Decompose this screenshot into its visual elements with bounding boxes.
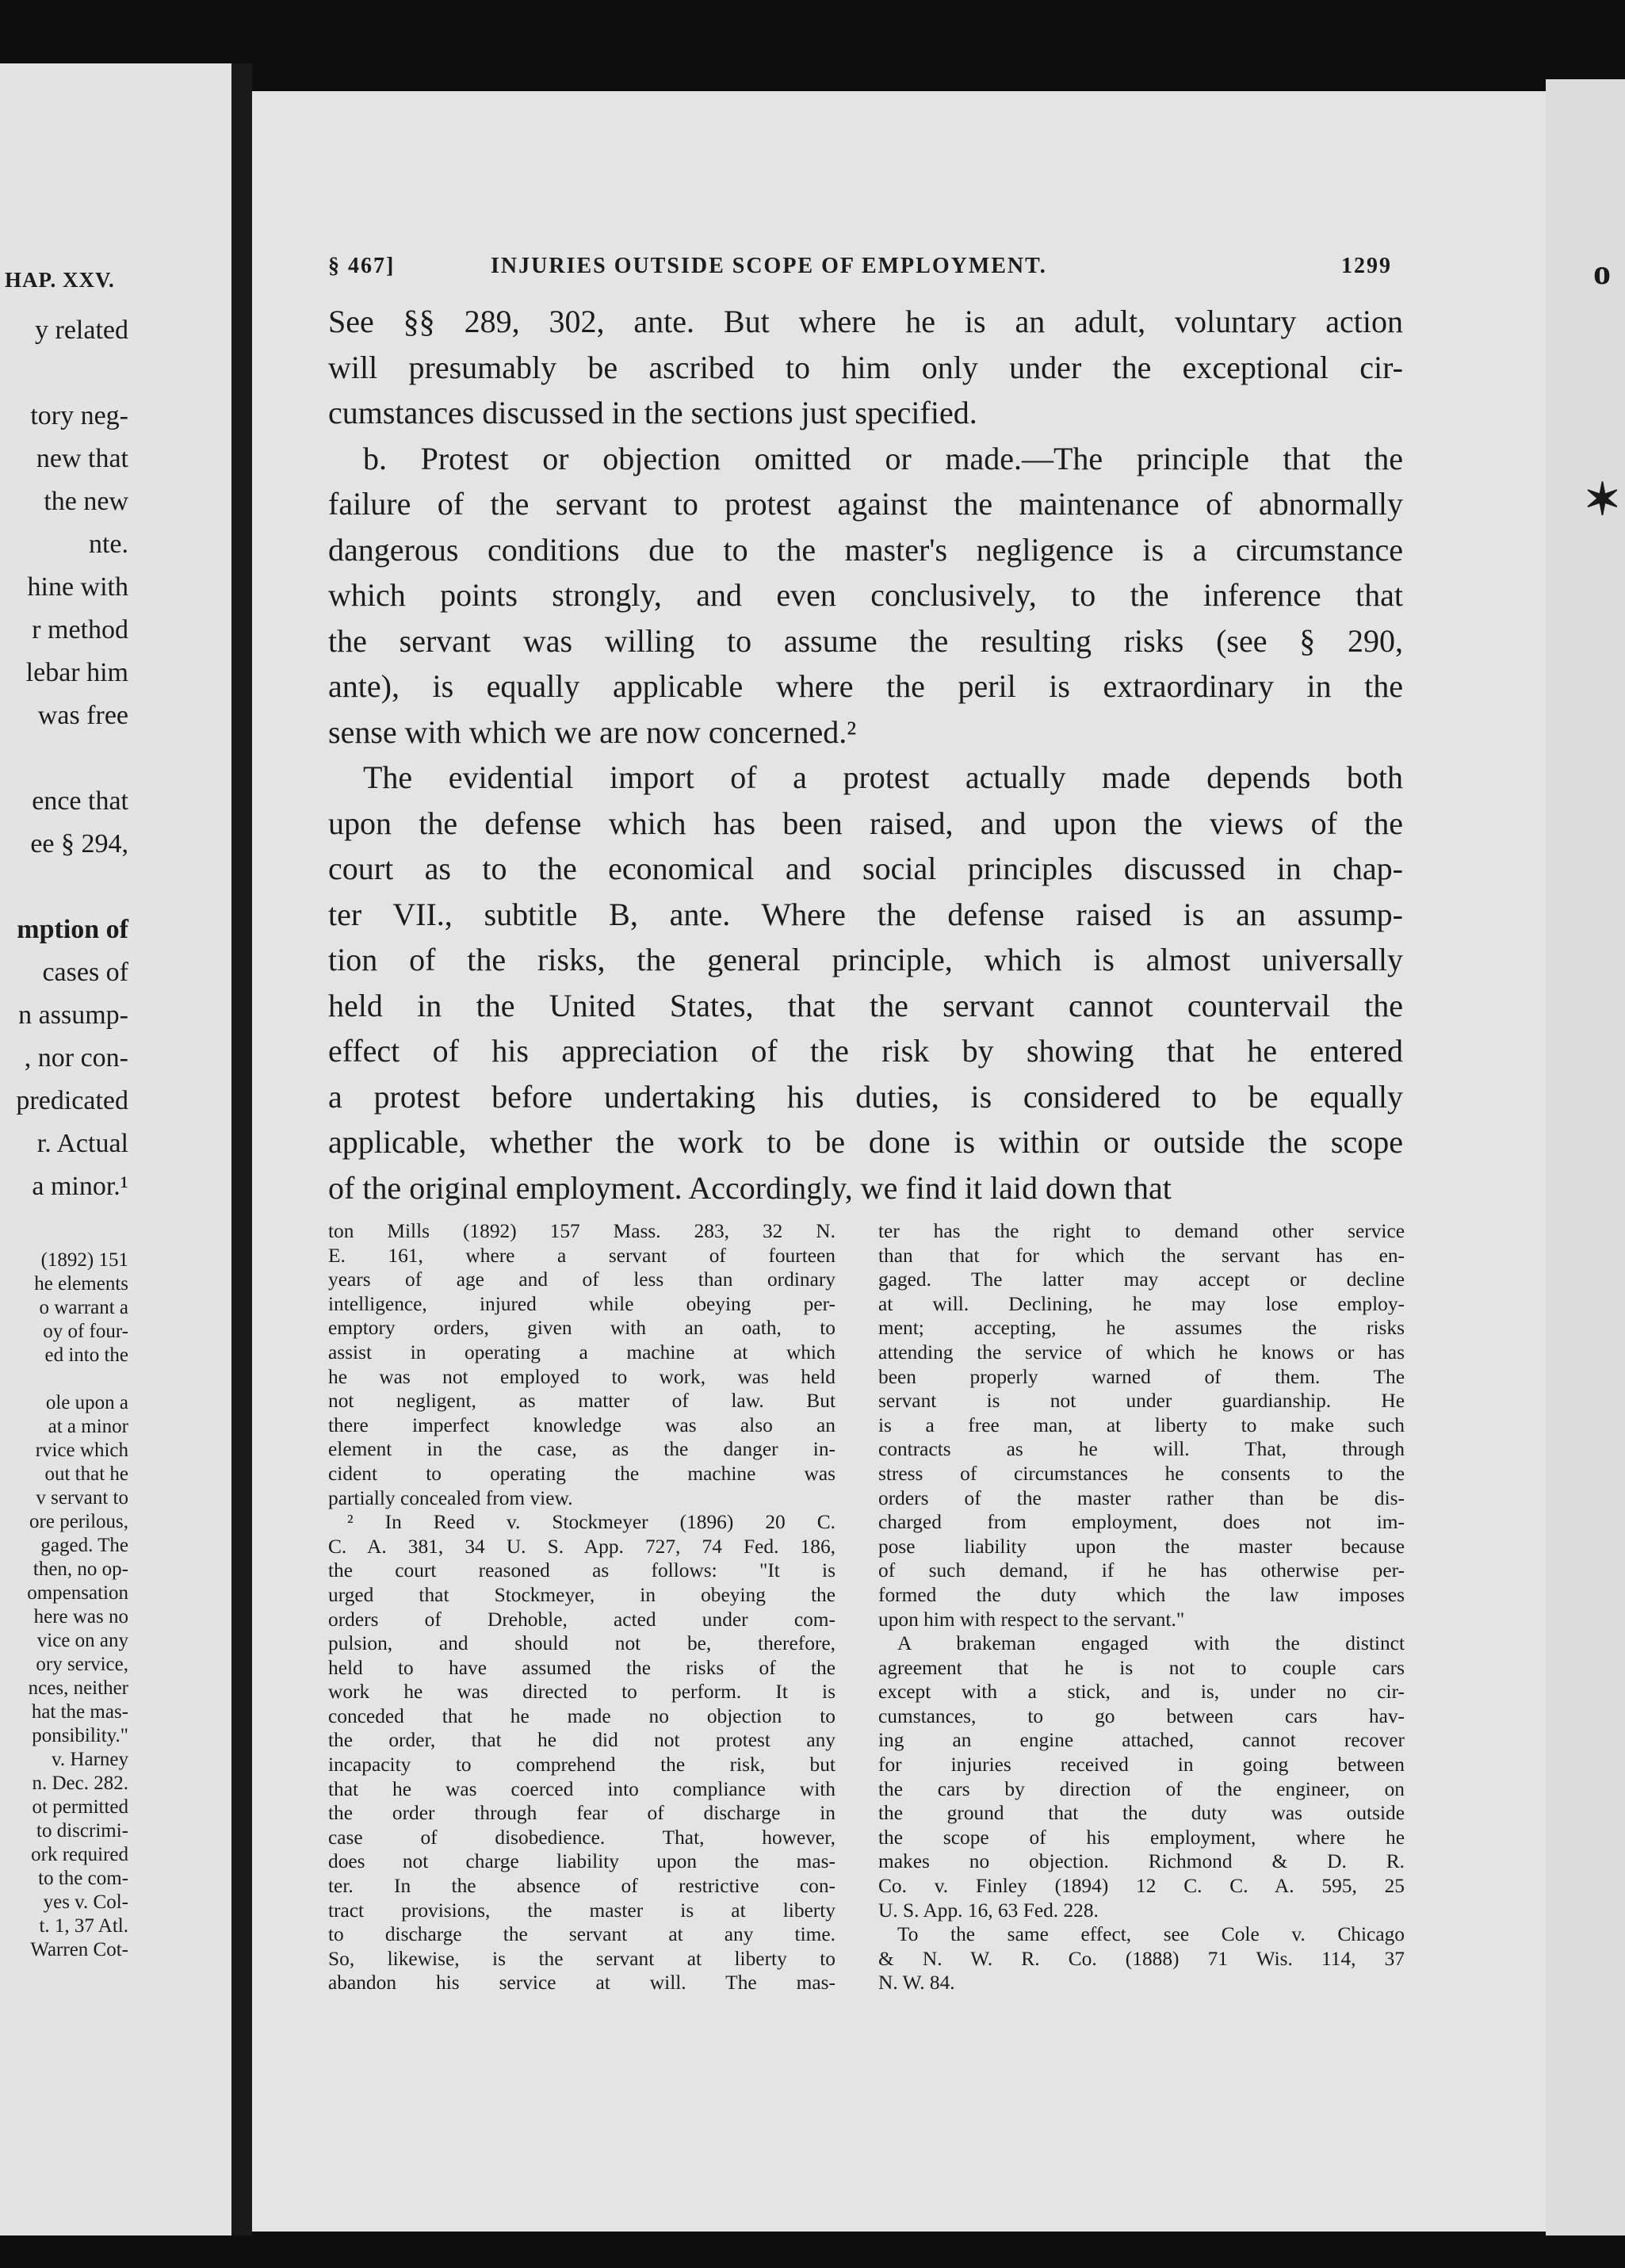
body-line: tion of the risks, the general principle, which is almost universally: [328, 942, 1403, 977]
footnote-line: element in the case, as the danger in-: [328, 1438, 835, 1461]
left-page-line: tory neg-: [30, 401, 128, 430]
previous-page-fragment: [0, 63, 231, 2235]
body-line: the servant was willing to assume the resulting risks (see § 290,: [328, 622, 1403, 659]
left-page-note-line: rvice which: [35, 1440, 128, 1461]
footnotes-right-column: [878, 1219, 1405, 1995]
footnote-line: orders of the master rather than be dis-: [878, 1486, 1405, 1509]
footnote-line: of such demand, if he has otherwise per-: [878, 1559, 1405, 1582]
section-number: § 467]: [328, 254, 396, 278]
footnote-line: ter has the right to demand other service: [878, 1220, 1405, 1242]
left-page-line: the new: [44, 487, 128, 516]
footnote-line: not negligent, as matter of law. But: [328, 1390, 835, 1413]
left-page-header: HAP. XXV.: [5, 268, 115, 292]
left-page-line: , nor con-: [24, 1043, 128, 1073]
left-page-line: lebar him: [25, 658, 128, 687]
left-page-note-line: [0, 1367, 128, 1391]
left-page-footnotes: [0, 1249, 128, 1962]
left-page-note-line: v servant to: [36, 1487, 128, 1509]
footnote-line: the order through fear of discharge in: [328, 1802, 835, 1825]
footnote-line: pulsion, and should not be, therefore,: [328, 1632, 835, 1655]
footnote-line: incapacity to comprehend the risk, but: [328, 1754, 835, 1777]
footnote-line: the order, that he did not protest any: [328, 1729, 835, 1752]
left-page-line: was free: [37, 701, 128, 730]
left-page-note-line: ed into the: [44, 1344, 128, 1366]
left-page-line: mption of: [17, 915, 128, 944]
footnote-line: formed the duty which the law imposes: [878, 1583, 1405, 1606]
footnote-line: years of age and of less than ordinary: [328, 1268, 835, 1291]
left-page-note-line: nces, neither: [28, 1677, 128, 1699]
body-line: upon the defense which has been raised, and upon the views of the: [328, 805, 1403, 841]
running-head: [328, 254, 1438, 285]
body-line: which points strongly, and even conclusively, to the inference that: [328, 577, 1403, 613]
left-page-line: new that: [36, 444, 128, 473]
footnote-line: been properly warned of them. The: [878, 1365, 1405, 1388]
footnote-line: servant is not under guardianship. He: [878, 1390, 1405, 1413]
left-page-note-line: to discrimi-: [36, 1820, 128, 1842]
left-page-note-line: gaged. The: [40, 1535, 128, 1556]
left-page-note-line: ork required: [31, 1844, 128, 1865]
left-page-note-line: (1892) 151: [40, 1249, 128, 1271]
footnote-line: does not charge liability upon the mas-: [328, 1850, 835, 1873]
footnote-line: upon him with respect to the servant.": [878, 1608, 1185, 1631]
left-page-line: [0, 866, 128, 908]
left-page-note-line: oy of four-: [43, 1321, 128, 1342]
left-page-note-line: he elements: [34, 1273, 128, 1295]
footnote-line: ² In Reed v. Stockmeyer (1896) 20 C.: [347, 1511, 835, 1534]
footnote-line: for injuries received in going between: [878, 1754, 1405, 1777]
body-line: of the original employment. Accordingly, we find it laid down that: [328, 1169, 1172, 1206]
footnote-line: emptory orders, given with an oath, to: [328, 1317, 835, 1340]
body-line: cumstances discussed in the sections just specified.: [328, 395, 977, 430]
footnote-line: urged that Stockmeyer, in obeying the: [328, 1583, 835, 1606]
left-page-note-line: vice on any: [36, 1630, 128, 1651]
left-page-note-line: ory service,: [36, 1654, 128, 1675]
footnote-line: intelligence, injured while obeying per-: [328, 1292, 835, 1315]
left-page-note-line: ole upon a: [45, 1392, 128, 1413]
left-page-line: cases of: [42, 958, 128, 987]
book-gutter: [231, 63, 252, 2235]
footnote-line: there imperfect knowledge was also an: [328, 1413, 835, 1436]
body-line: a protest before undertaking his duties, is considered to be equally: [328, 1078, 1403, 1115]
left-page-note-line: to the com-: [38, 1868, 128, 1889]
footnote-line: pose liability upon the master because: [878, 1535, 1405, 1558]
footnote-line: To the same effect, see Cole v. Chicago: [897, 1923, 1405, 1946]
footnote-line: that he was coerced into compliance with: [328, 1777, 835, 1800]
next-page-edge: [1546, 79, 1625, 2235]
footnote-line: C. A. 381, 34 U. S. App. 727, 74 Fed. 186,: [328, 1535, 835, 1558]
body-line: dangerous conditions due to the master's negligence is a circumstance: [328, 531, 1403, 568]
left-page-line: r method: [32, 615, 128, 644]
body-line: effect of his appreciation of the risk by showing that he entered: [328, 1033, 1403, 1069]
footnote-line: cident to operating the machine was: [328, 1462, 835, 1485]
left-page-note-line: ompensation: [27, 1582, 128, 1604]
footnote-line: orders of Drehoble, acted under com-: [328, 1608, 835, 1631]
body-line: applicable, whether the work to be done is within or outside the scope: [328, 1124, 1403, 1160]
left-page-line: r. Actual: [36, 1129, 128, 1158]
left-page-body: [0, 309, 128, 1208]
footnote-line: ter. In the absence of restrictive con-: [328, 1875, 835, 1898]
ink-mark: o: [1593, 253, 1611, 292]
footnote-line: except with a stick, and is, under no cir-: [878, 1681, 1405, 1704]
left-page-line: predicated: [16, 1086, 128, 1115]
footnote-line: abandon his service at will. The mas-: [328, 1972, 835, 1995]
footnote-line: stress of circumstances he consents to the: [878, 1462, 1405, 1485]
left-page-note-line: v. Harney: [52, 1749, 128, 1770]
body-line: The evidential import of a protest actually made depends both: [363, 759, 1403, 795]
footnote-line: cumstances, to go between cars hav-: [878, 1704, 1405, 1727]
running-title: INJURIES OUTSIDE SCOPE OF EMPLOYMENT.: [491, 254, 1047, 278]
body-line: b. Protest or objection omitted or made.—The principle that the: [363, 440, 1403, 476]
footnote-line: the cars by direction of the engineer, on: [878, 1777, 1405, 1800]
left-page-note-line: here was no: [33, 1606, 128, 1627]
footnote-line: the scope of his employment, where he: [878, 1826, 1405, 1849]
footnote-line: agreement that he is not to couple cars: [878, 1656, 1405, 1679]
body-line: ter VII., subtitle B, ante. Where the defense raised is an assump-: [328, 896, 1403, 932]
left-page-note-line: ponsibility.": [32, 1725, 128, 1746]
body-line: will presumably be ascribed to him only under the exceptional cir-: [328, 349, 1403, 385]
footnote-line: is a free man, at liberty to make such: [878, 1413, 1405, 1436]
left-page-note-line: Warren Cot-: [30, 1939, 128, 1960]
footnote-line: than that for which the servant has en-: [878, 1244, 1405, 1267]
footnote-line: ing an engine attached, cannot recover: [878, 1729, 1405, 1752]
footnote-line: N. W. 84.: [878, 1972, 955, 1995]
left-page-line: ee § 294,: [30, 829, 128, 859]
body-line: court as to the economical and social principles discussed in chap-: [328, 851, 1403, 886]
footnote-line: attending the service of which he knows or has: [878, 1341, 1405, 1363]
body-line: sense with which we are now concerned.²: [328, 713, 857, 750]
footnote-line: charged from employment, does not im-: [878, 1511, 1405, 1534]
left-page-note-line: out that he: [44, 1463, 128, 1485]
footnote-line: So, likewise, is the servant at liberty to: [328, 1947, 835, 1970]
book-page: [252, 91, 1546, 2232]
left-page-note-line: at a minor: [48, 1416, 128, 1437]
left-page-line: n assump-: [18, 1000, 128, 1030]
body-text: [328, 299, 1403, 1210]
body-line: held in the United States, that the servant cannot countervail the: [328, 987, 1403, 1023]
left-page-line: y related: [35, 316, 128, 345]
left-page-note-line: yes v. Col-: [43, 1891, 128, 1913]
ink-mark: ✶: [1584, 476, 1621, 525]
left-page-note-line: ot permitted: [32, 1796, 128, 1818]
footnote-line: the court reasoned as follows: "It is: [328, 1559, 835, 1582]
footnote-line: assist in operating a machine at which: [328, 1341, 835, 1363]
footnote-line: E. 161, where a servant of fourteen: [328, 1244, 835, 1267]
footnote-line: partially concealed from view.: [328, 1486, 573, 1509]
left-page-line: [0, 352, 128, 395]
left-page-line: [0, 737, 128, 780]
footnote-line: A brakeman engaged with the distinct: [897, 1632, 1405, 1655]
footnote-line: held to have assumed the risks of the: [328, 1656, 835, 1679]
footnote-line: the ground that the duty was outside: [878, 1802, 1405, 1825]
footnote-line: makes no objection. Richmond & D. R.: [878, 1850, 1405, 1873]
footnote-line: Co. v. Finley (1894) 12 C. C. A. 595, 25: [878, 1875, 1405, 1898]
footnote-line: U. S. App. 16, 63 Fed. 228.: [878, 1899, 1099, 1922]
footnote-line: he was not employed to work, was held: [328, 1365, 835, 1388]
left-page-note-line: hat the mas-: [31, 1701, 128, 1723]
left-page-note-line: n. Dec. 282.: [32, 1773, 128, 1794]
footnote-line: tract provisions, the master is at liberty: [328, 1899, 835, 1922]
footnote-line: ton Mills (1892) 157 Mass. 283, 32 N.: [328, 1220, 835, 1242]
left-page-line: a minor.¹: [32, 1172, 128, 1201]
left-page-line: hine with: [27, 572, 128, 602]
footnote-line: gaged. The latter may accept or decline: [878, 1268, 1405, 1291]
left-page-note-line: then, no op-: [32, 1559, 128, 1580]
footnote-line: & N. W. R. Co. (1888) 71 Wis. 114, 37: [878, 1947, 1405, 1970]
left-page-note-line: o warrant a: [39, 1297, 128, 1318]
footnote-line: work he was directed to perform. It is: [328, 1681, 835, 1704]
left-page-note-line: ore perilous,: [29, 1511, 128, 1532]
body-line: failure of the servant to protest against the maintenance of abnormally: [328, 486, 1403, 522]
left-page-note-line: t. 1, 37 Atl.: [39, 1915, 128, 1937]
footnote-line: contracts as he will. That, through: [878, 1438, 1405, 1461]
footnote-line: conceded that he made no objection to: [328, 1704, 835, 1727]
left-page-line: ence that: [32, 786, 128, 816]
footnote-line: ment; accepting, he assumes the risks: [878, 1317, 1405, 1340]
body-line: ante), is equally applicable where the peril is extraordinary in the: [328, 668, 1403, 704]
footnote-line: case of disobedience. That, however,: [328, 1826, 835, 1849]
footnotes-left-column: [328, 1219, 835, 1995]
footnote-line: to discharge the servant at any time.: [328, 1923, 835, 1946]
left-page-line: nte.: [88, 530, 128, 559]
footnote-line: at will. Declining, he may lose employ-: [878, 1292, 1405, 1315]
page-number: 1299: [1341, 254, 1392, 278]
body-line: See §§ 289, 302, ante. But where he is an adult, voluntary action: [328, 304, 1403, 339]
